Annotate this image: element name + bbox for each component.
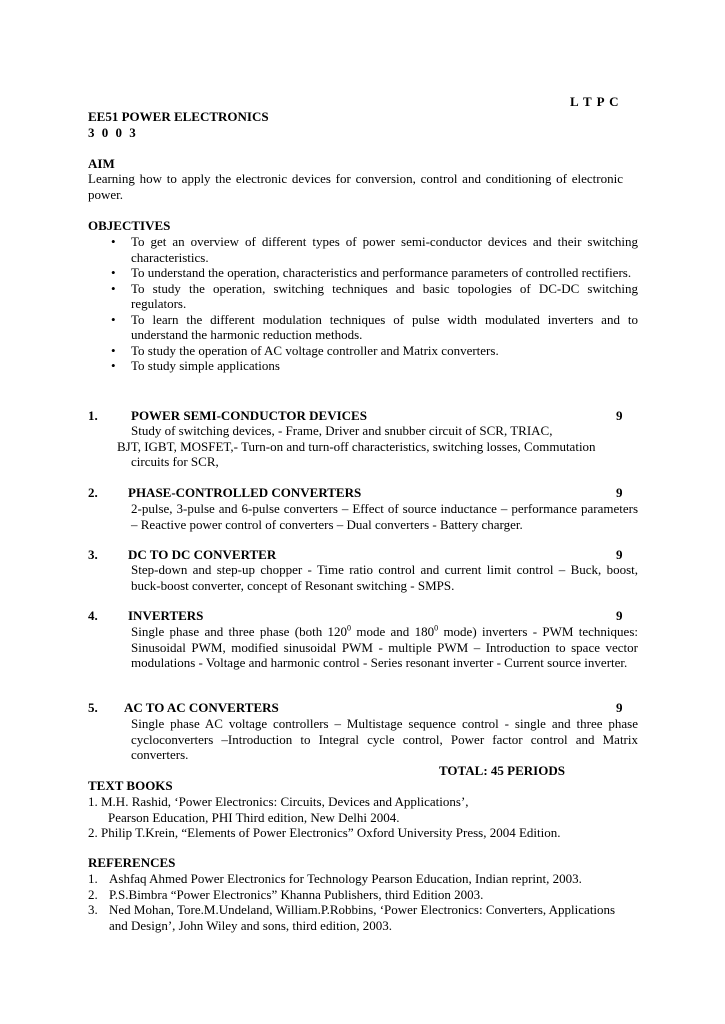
course-credits: 3 0 0 3 (88, 125, 138, 140)
unit-text: mode and 180 (351, 624, 435, 639)
unit-title: PHASE-CONTROLLED CONVERTERS (128, 485, 362, 500)
objective-item (88, 358, 638, 374)
unit-line: circuits for SCR, (131, 454, 219, 469)
textbook-line: Pearson Education, PHI Third edition, New Delhi 2004. (108, 809, 400, 825)
unit-1-body (117, 423, 638, 470)
objective-text: To get an overview of different types of power semi-conductor devices and their switching characteristics. (131, 234, 638, 265)
degree-superscript: 0 (347, 623, 352, 633)
objective-text: To study the operation of AC voltage controller and Matrix converters. (131, 342, 499, 358)
bullet-icon: • (111, 311, 116, 327)
bullet-icon: • (111, 265, 116, 280)
unit-5-body: Single phase AC voltage controllers – Multistage sequence control - single and three phase cycloconverters –Introduction to Integral cycle control, Power factor control and Matrix converters. (131, 716, 638, 762)
unit-hours: 9 (616, 408, 623, 423)
degree-superscript: 0 (434, 623, 439, 633)
bullet-icon: • (111, 342, 116, 358)
textbook-item: 2. Philip T.Krein, “Elements of Power Electronics” Oxford University Press, 2004 Edition. (88, 825, 561, 840)
unit-4-body (131, 624, 638, 671)
objective-item (88, 265, 638, 281)
unit-number: 1. (88, 408, 98, 423)
objective-item (88, 343, 638, 359)
reference-item (88, 871, 638, 887)
unit-text: mode) inverters - PWM techniques: Sinusoidal PWM, modified sinusoidal PWM - multiple PWM – Introduction to space vector modulations - Voltage and harmonic control - Series resonant inverter - Current source inverter. (131, 624, 638, 670)
unit-number: 3. (88, 547, 98, 562)
objective-text: To study the operation, switching techniques and basic topologies of DC-DC switching regulators. (131, 280, 638, 311)
unit-title: INVERTERS (128, 608, 204, 623)
reference-text: P.S.Bimbra “Power Electronics” Khanna Publishers, third Edition 2003. (109, 886, 484, 902)
bullet-icon: • (111, 234, 116, 249)
bullet-icon: • (111, 280, 116, 296)
ltpc-label: L T P C (570, 94, 620, 109)
reference-text: Ned Mohan, Tore.M.Undeland, William.P.Robbins, ‘Power Electronics: Converters, Applications (109, 902, 616, 917)
unit-hours: 9 (616, 547, 623, 562)
unit-title: DC TO DC CONVERTER (128, 547, 277, 562)
reference-number: 3. (88, 902, 98, 917)
total-periods: TOTAL: 45 PERIODS (439, 763, 565, 778)
objective-item (88, 281, 638, 312)
unit-title: POWER SEMI-CONDUCTOR DEVICES (131, 408, 367, 423)
objective-text: To learn the different modulation techniques of pulse width modulated inverters and to understand the harmonic reduction methods. (131, 311, 638, 342)
reference-text: Ashfaq Ahmed Power Electronics for Technology Pearson Education, Indian reprint, 2003. (109, 871, 582, 886)
objective-text: To understand the operation, characteristics and performance parameters of controlled rectifiers. (131, 265, 632, 280)
aim-heading: AIM (88, 156, 115, 171)
unit-title: AC TO AC CONVERTERS (124, 700, 279, 715)
unit-3-body: Step-down and step-up chopper - Time ratio control and current limit control – Buck, boost, buck-boost converter, concept of Resonant switching - SMPS. (131, 562, 638, 593)
objective-text: To study simple applications (131, 358, 280, 373)
unit-number: 4. (88, 608, 98, 623)
unit-hours: 9 (616, 700, 623, 715)
reference-text: and Design’, John Wiley and sons, third edition, 2003. (109, 917, 393, 933)
textbook-item (88, 794, 648, 825)
course-title: EE51 POWER ELECTRONICS (88, 109, 269, 124)
objectives-list (88, 234, 638, 374)
reference-item (88, 902, 638, 933)
references-heading: REFERENCES (88, 855, 176, 870)
references-list (88, 871, 638, 933)
bullet-icon: • (111, 358, 116, 373)
unit-2-body: 2-pulse, 3-pulse and 6-pulse converters – Effect of source inductance – performance parameters – Reactive power control of converters – Dual converters - Battery charger. (131, 501, 638, 532)
objective-item (88, 234, 638, 265)
reference-number: 1. (88, 871, 98, 886)
unit-text: Single phase and three phase (both 120 (131, 624, 348, 639)
unit-hours: 9 (616, 608, 623, 623)
unit-hours: 9 (616, 485, 623, 500)
objective-item (88, 312, 638, 343)
aim-text: Learning how to apply the electronic devices for conversion, control and conditioning of electronic power. (88, 171, 623, 202)
unit-number: 5. (88, 700, 98, 715)
unit-line: Study of switching devices, - Frame, Driver and snubber circuit of SCR, TRIAC, (131, 423, 553, 438)
unit-number: 2. (88, 485, 98, 500)
textbooks-heading: TEXT BOOKS (88, 778, 173, 793)
reference-number: 2. (88, 886, 98, 902)
objectives-heading: OBJECTIVES (88, 218, 171, 233)
textbook-line: 1. M.H. Rashid, ‘Power Electronics: Circuits, Devices and Applications’, (88, 794, 469, 809)
unit-line: BJT, IGBT, MOSFET,- Turn-on and turn-off characteristics, switching losses, Commutation (117, 438, 596, 454)
reference-item (88, 887, 638, 903)
